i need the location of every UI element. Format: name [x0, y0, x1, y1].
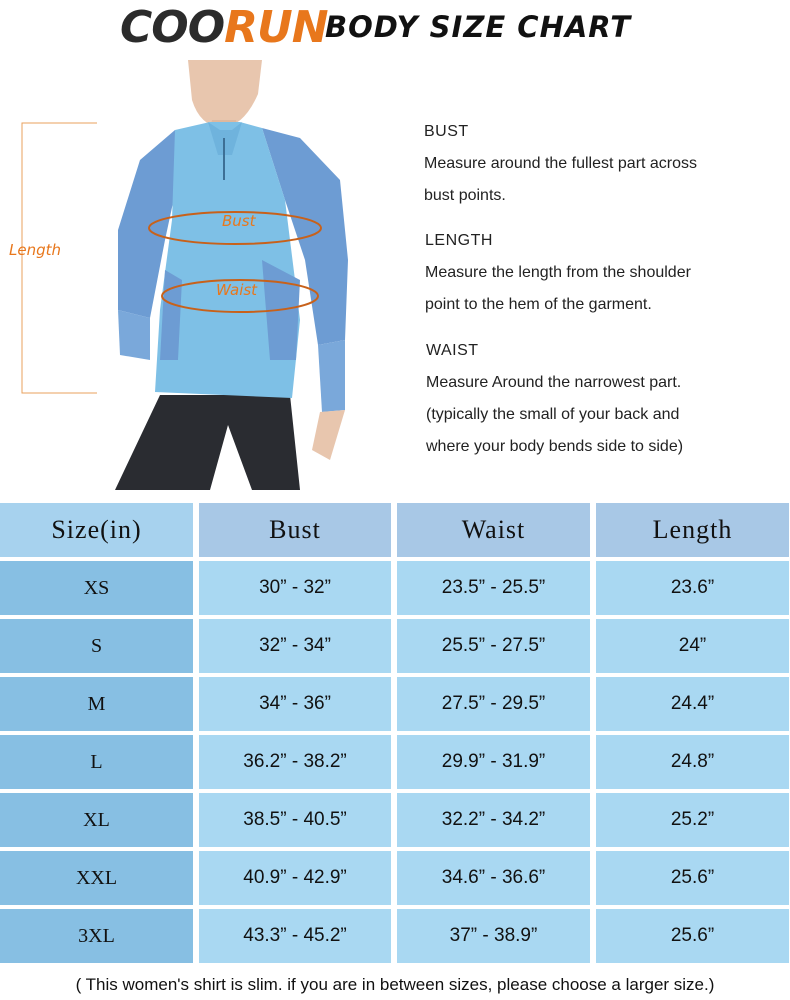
- bust-text-line: Measure around the fullest part across: [424, 155, 698, 172]
- brand-logo-part1: COO: [120, 2, 225, 53]
- length-cell: 24”: [596, 619, 789, 673]
- bust-cell: 38.5” - 40.5”: [199, 793, 391, 847]
- bust-heading: BUST: [424, 123, 469, 140]
- length-heading: LENGTH: [425, 232, 493, 249]
- waist-heading: WAIST: [426, 342, 479, 359]
- waist-cell: 37” - 38.9”: [397, 909, 590, 963]
- length-cell: 24.8”: [596, 735, 789, 789]
- page-title: BODY SIZE CHART: [325, 10, 632, 44]
- bust-label: Bust: [222, 212, 256, 230]
- bust-cell: 36.2” - 38.2”: [199, 735, 391, 789]
- length-cell: 24.4”: [596, 677, 789, 731]
- bust-text-line: bust points.: [424, 187, 506, 204]
- size-advice-note: ( This women's shirt is slim. if you are in between sizes, please choose a larger size.): [75, 975, 715, 994]
- brand-logo-part2: RUN: [224, 2, 328, 53]
- length-text-line: point to the hem of the garment.: [425, 296, 652, 313]
- waist-column-header: Waist: [397, 503, 590, 557]
- size-cell: M: [0, 677, 193, 731]
- length-text-line: Measure the length from the shoulder: [425, 264, 691, 281]
- size-cell: 3XL: [0, 909, 193, 963]
- bust-cell: 40.9” - 42.9”: [199, 851, 391, 905]
- length-cell: 25.6”: [596, 851, 789, 905]
- waist-description: [426, 335, 786, 463]
- size-cell: S: [0, 619, 193, 673]
- waist-cell: 27.5” - 29.5”: [397, 677, 590, 731]
- length-cell: 25.6”: [596, 909, 789, 963]
- bust-cell: 43.3” - 45.2”: [199, 909, 391, 963]
- length-column-header: Length: [596, 503, 789, 557]
- size-column-header: Size(in): [0, 503, 193, 557]
- brand-logo: [120, 2, 328, 53]
- waist-cell: 34.6” - 36.6”: [397, 851, 590, 905]
- size-cell: XL: [0, 793, 193, 847]
- size-cell: L: [0, 735, 193, 789]
- bust-cell: 32” - 34”: [199, 619, 391, 673]
- model-illustration: [0, 60, 400, 500]
- bust-description: [424, 116, 784, 212]
- bust-cell: 34” - 36”: [199, 677, 391, 731]
- waist-cell: 32.2” - 34.2”: [397, 793, 590, 847]
- waist-text-line: Measure Around the narrowest part.: [426, 374, 682, 391]
- waist-label: Waist: [216, 281, 258, 299]
- bust-column-header: Bust: [199, 503, 391, 557]
- length-cell: 25.2”: [596, 793, 789, 847]
- size-cell: XXL: [0, 851, 193, 905]
- size-cell: XS: [0, 561, 193, 615]
- waist-cell: 29.9” - 31.9”: [397, 735, 590, 789]
- waist-cell: 23.5” - 25.5”: [397, 561, 590, 615]
- size-table: [0, 503, 790, 963]
- length-cell: 23.6”: [596, 561, 789, 615]
- bust-cell: 30” - 32”: [199, 561, 391, 615]
- waist-text-line: (typically the small of your back and: [426, 406, 680, 423]
- waist-text-line: where your body bends side to side): [426, 438, 684, 455]
- length-description: [425, 225, 785, 321]
- waist-cell: 25.5” - 27.5”: [397, 619, 590, 673]
- length-label: Length: [9, 241, 62, 259]
